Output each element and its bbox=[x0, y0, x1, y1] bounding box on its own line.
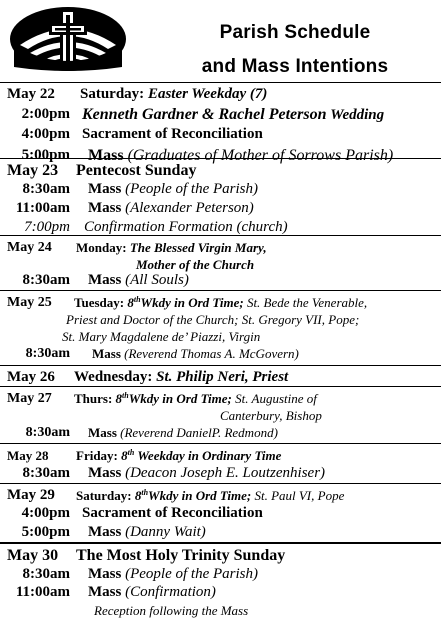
item-label: Mass bbox=[88, 425, 117, 440]
item-label: Mass bbox=[92, 346, 121, 361]
item-label: Confirmation Formation (church) bbox=[84, 219, 288, 235]
item-label: Mass bbox=[88, 524, 122, 540]
item-time: 7:00pm bbox=[24, 219, 70, 235]
saints-line: St. Bede the Venerable, bbox=[246, 295, 368, 310]
day-weekday: Wednesday: bbox=[74, 369, 153, 385]
day-feast bbox=[127, 295, 243, 310]
event-type: Wedding bbox=[330, 107, 385, 123]
day-title bbox=[76, 486, 344, 505]
item-time: 8:30am bbox=[22, 465, 70, 481]
ordinal-suffix: th bbox=[127, 448, 135, 457]
item-time: 8:30am bbox=[22, 566, 70, 582]
day-heading bbox=[0, 368, 441, 385]
day-date: May 28 bbox=[7, 448, 49, 463]
schedule-item bbox=[0, 523, 441, 541]
day-weekday: Friday: bbox=[76, 448, 118, 463]
day-may-28 bbox=[0, 443, 441, 483]
day-weekday: Thurs: bbox=[74, 391, 113, 406]
mass-intention: (All Souls) bbox=[125, 272, 189, 288]
item-time: 2:00pm bbox=[21, 106, 70, 122]
schedule-item bbox=[0, 180, 441, 199]
day-weekday: Tuesday: bbox=[74, 295, 125, 310]
schedule-item bbox=[0, 565, 441, 583]
feast-text: Wkdy in Ord Time; bbox=[148, 488, 252, 503]
saints-line: St. Paul VI, Pope bbox=[254, 488, 345, 503]
item-detail bbox=[88, 180, 258, 199]
day-may-23 bbox=[0, 158, 441, 235]
schedule-item bbox=[0, 125, 441, 146]
day-heading bbox=[0, 389, 441, 406]
saints-line bbox=[0, 327, 441, 344]
day-heading bbox=[0, 546, 441, 565]
feast-text: Wkdy in Ord Time; bbox=[140, 295, 244, 310]
item-detail bbox=[88, 583, 216, 602]
day-weekday: Saturday: bbox=[76, 488, 132, 503]
ordinal-suffix: th bbox=[133, 295, 141, 304]
day-heading bbox=[0, 486, 441, 504]
day-date: May 29 bbox=[7, 487, 55, 503]
ordinal-number: 8 bbox=[115, 391, 123, 406]
item-label: Mass bbox=[88, 147, 124, 164]
day-date: May 30 bbox=[7, 547, 59, 564]
day-title: The Most Holy Trinity Sunday bbox=[76, 547, 286, 564]
day-may-30 bbox=[0, 542, 441, 617]
item-label: Sacrament of Reconciliation bbox=[82, 126, 263, 142]
day-date: May 24 bbox=[7, 240, 52, 255]
day-date: May 27 bbox=[7, 391, 52, 406]
day-heading bbox=[0, 161, 441, 180]
item-time: 4:00pm bbox=[21, 126, 70, 142]
item-time: 8:30am bbox=[25, 425, 70, 440]
ordinal-suffix: th bbox=[141, 488, 149, 497]
item-detail bbox=[88, 565, 258, 584]
ordinal-suffix: th bbox=[122, 391, 129, 400]
item-time: 5:00pm bbox=[21, 524, 70, 540]
item-detail bbox=[88, 423, 278, 442]
mass-intention: (Confirmation) bbox=[125, 584, 216, 600]
saints-line bbox=[0, 406, 441, 423]
day-feast bbox=[121, 448, 281, 463]
item-time: 11:00am bbox=[15, 584, 70, 600]
item-time: 8:30am bbox=[25, 346, 70, 361]
mass-intention: (People of the Parish) bbox=[125, 566, 258, 582]
page-header bbox=[0, 0, 441, 82]
item-time: 8:30am bbox=[22, 272, 70, 288]
item-detail bbox=[88, 523, 206, 542]
day-may-22 bbox=[0, 82, 441, 164]
day-weekday: Saturday: bbox=[80, 86, 145, 102]
day-title bbox=[76, 446, 281, 465]
wedding-names: Kenneth Gardner & Rachel Peterson bbox=[82, 106, 327, 123]
day-feast bbox=[135, 488, 251, 503]
mass-intention: (Alexander Peterson) bbox=[125, 200, 254, 216]
schedule-item bbox=[0, 271, 441, 289]
day-title bbox=[74, 368, 288, 387]
saints-text: St. Mary Magdalene de’ Piazzi, Virgin bbox=[62, 329, 261, 344]
item-label: Mass bbox=[88, 200, 122, 216]
mass-intention: (Deacon Joseph E. Loutzenhiser) bbox=[125, 465, 326, 481]
cross-sunburst-logo bbox=[8, 5, 128, 73]
day-feast-cont: Mother of the Church bbox=[136, 257, 255, 272]
item-detail bbox=[92, 344, 299, 363]
day-feast bbox=[116, 391, 232, 406]
day-weekday: Monday: bbox=[76, 240, 127, 255]
item-time: 4:00pm bbox=[21, 505, 70, 521]
feast-text: Wkdy in Ord Time; bbox=[128, 391, 232, 406]
schedule-item bbox=[0, 199, 441, 218]
mass-intention: (Reverend DanielP. Redmond) bbox=[120, 425, 278, 440]
schedule-item bbox=[0, 423, 441, 441]
reception-note: Reception following the Mass bbox=[94, 603, 249, 618]
day-heading bbox=[0, 293, 441, 310]
item-time: 5:00pm bbox=[21, 147, 70, 163]
day-heading bbox=[0, 85, 441, 105]
ordinal-number: 8 bbox=[134, 488, 142, 503]
item-time: 11:00am bbox=[15, 200, 70, 216]
schedule-item bbox=[0, 464, 441, 482]
item-time: 8:30am bbox=[22, 181, 70, 197]
ordinal-number: 8 bbox=[121, 448, 128, 463]
day-feast: The Blessed Virgin Mary, bbox=[129, 240, 267, 255]
item-detail bbox=[88, 464, 325, 483]
item-detail bbox=[88, 199, 254, 218]
mass-intention: (Graduates of Mother of Sorrows Parish) bbox=[127, 147, 394, 164]
item-label: Mass bbox=[88, 181, 122, 197]
schedule-item bbox=[0, 218, 441, 234]
schedule-note bbox=[0, 601, 441, 617]
day-may-27 bbox=[0, 386, 441, 443]
schedule bbox=[0, 82, 441, 617]
day-date: May 23 bbox=[7, 162, 59, 179]
day-may-26 bbox=[0, 365, 441, 386]
item-label: Mass bbox=[88, 584, 122, 600]
saints-line bbox=[0, 310, 441, 327]
day-heading-cont bbox=[0, 255, 441, 271]
day-title bbox=[80, 85, 267, 104]
item-detail bbox=[88, 271, 189, 290]
feast-text: Weekday in Ordinary Time bbox=[137, 448, 282, 463]
item-detail bbox=[82, 105, 384, 125]
schedule-item bbox=[0, 105, 441, 125]
day-date: May 26 bbox=[7, 369, 55, 385]
day-may-25 bbox=[0, 290, 441, 365]
saints-line: St. Augustine of bbox=[235, 391, 317, 406]
day-may-24 bbox=[0, 235, 441, 290]
page-title-line1: Parish Schedule bbox=[219, 22, 371, 43]
page-title-line2: and Mass Intentions bbox=[201, 56, 389, 77]
item-label: Mass bbox=[88, 272, 122, 288]
item-label: Mass bbox=[88, 465, 122, 481]
day-feast: St. Philip Neri, Priest bbox=[156, 369, 289, 385]
item-label: Mass bbox=[88, 566, 122, 582]
day-heading bbox=[0, 446, 441, 464]
day-heading bbox=[0, 238, 441, 255]
schedule-item bbox=[0, 344, 441, 362]
day-date: May 25 bbox=[7, 295, 52, 310]
mass-intention: (People of the Parish) bbox=[125, 181, 258, 197]
schedule-item bbox=[0, 504, 441, 523]
schedule-item bbox=[0, 583, 441, 601]
day-title: Pentecost Sunday bbox=[76, 162, 197, 179]
mass-intention: (Danny Wait) bbox=[125, 524, 206, 540]
day-date: May 22 bbox=[7, 86, 55, 102]
day-feast: Easter Weekday (7) bbox=[147, 86, 268, 102]
day-may-29 bbox=[0, 483, 441, 542]
saints-text: Canterbury, Bishop bbox=[220, 408, 322, 423]
ordinal-number: 8 bbox=[127, 295, 134, 310]
mass-intention: (Reverend Thomas A. McGovern) bbox=[124, 346, 299, 361]
item-label: Sacrament of Reconciliation bbox=[82, 505, 263, 521]
saints-text: Priest and Doctor of the Church; St. Gregory VII, Pope; bbox=[66, 312, 360, 327]
